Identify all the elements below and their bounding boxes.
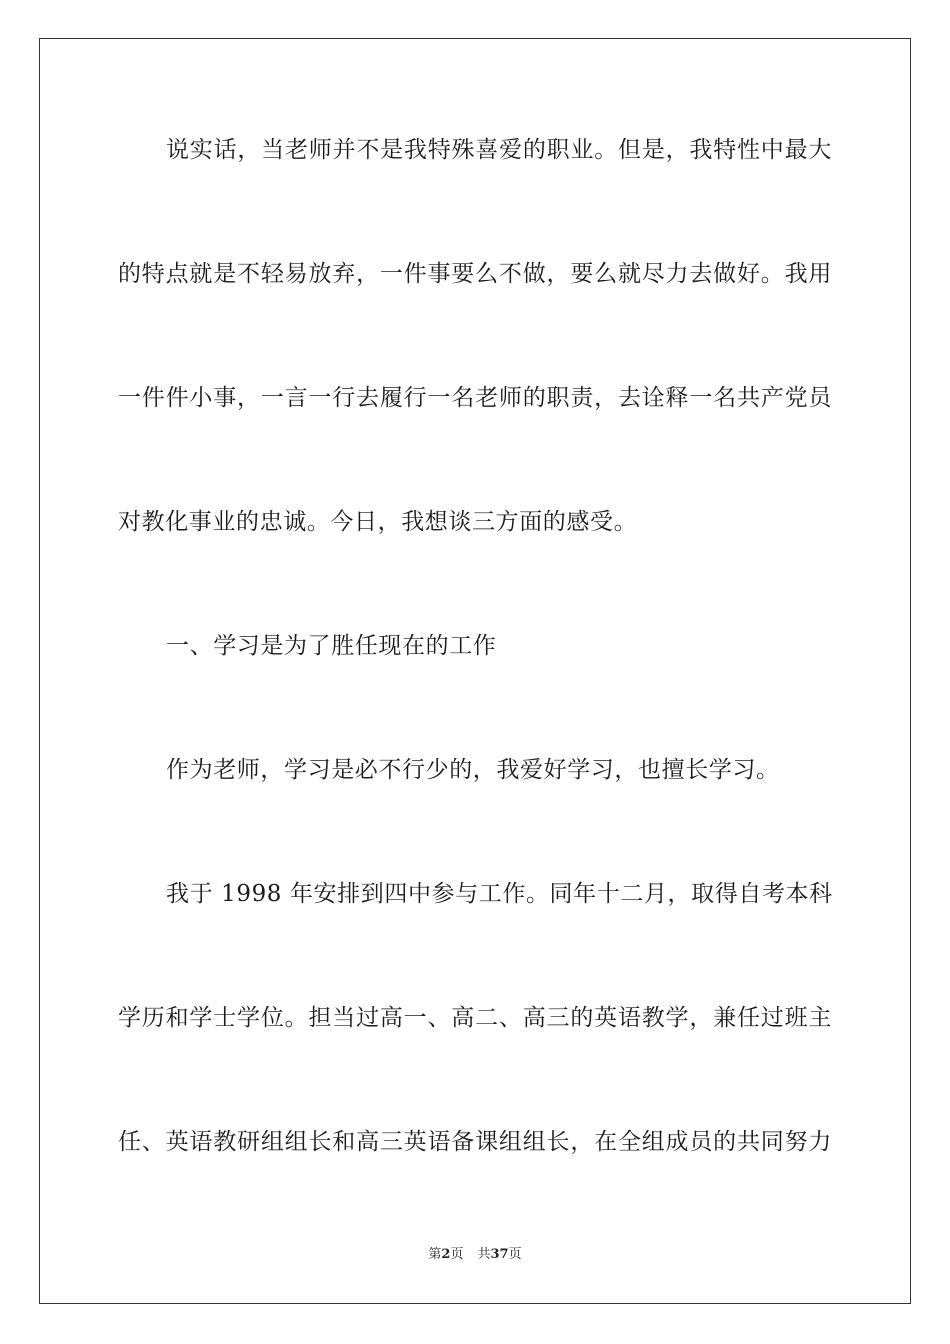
paragraph-line: 作为老师，学习是必不行少的，我爱好学习，也擅长学习。 bbox=[166, 757, 780, 783]
paragraph-line: 我于 1998 年安排到四中参与工作。同年十二月，取得自考本科 bbox=[166, 881, 833, 907]
page-prefix: 第 bbox=[428, 1247, 442, 1262]
page-number: 2 bbox=[441, 1247, 451, 1262]
page-suffix: 页 bbox=[450, 1247, 464, 1262]
paragraph-line: 对教化事业的忠诚。今日，我想谈三方面的感受。 bbox=[118, 509, 638, 535]
paragraph-line: 一件件小事，一言一行去履行一名老师的职责，去诠释一名共产党员 bbox=[118, 385, 832, 411]
page-border bbox=[39, 38, 911, 1304]
paragraph-line: 说实话，当老师并不是我特殊喜爱的职业。但是，我特性中最大 bbox=[166, 137, 832, 163]
total-pages: 37 bbox=[490, 1247, 509, 1262]
section-heading: 一、学习是为了胜任现在的工作 bbox=[166, 633, 497, 659]
page-footer bbox=[0, 1246, 950, 1264]
paragraph-line: 任、英语教研组组长和高三英语备课组组长，在全组成员的共同努力 bbox=[118, 1129, 832, 1155]
total-suffix: 页 bbox=[508, 1247, 522, 1262]
paragraph-line: 学历和学士学位。担当过高一、高二、高三的英语教学，兼任过班主 bbox=[118, 1005, 832, 1031]
paragraph-line: 的特点就是不轻易放弃，一件事要么不做，要么就尽力去做好。我用 bbox=[118, 261, 832, 287]
total-prefix: 共 bbox=[477, 1247, 491, 1262]
